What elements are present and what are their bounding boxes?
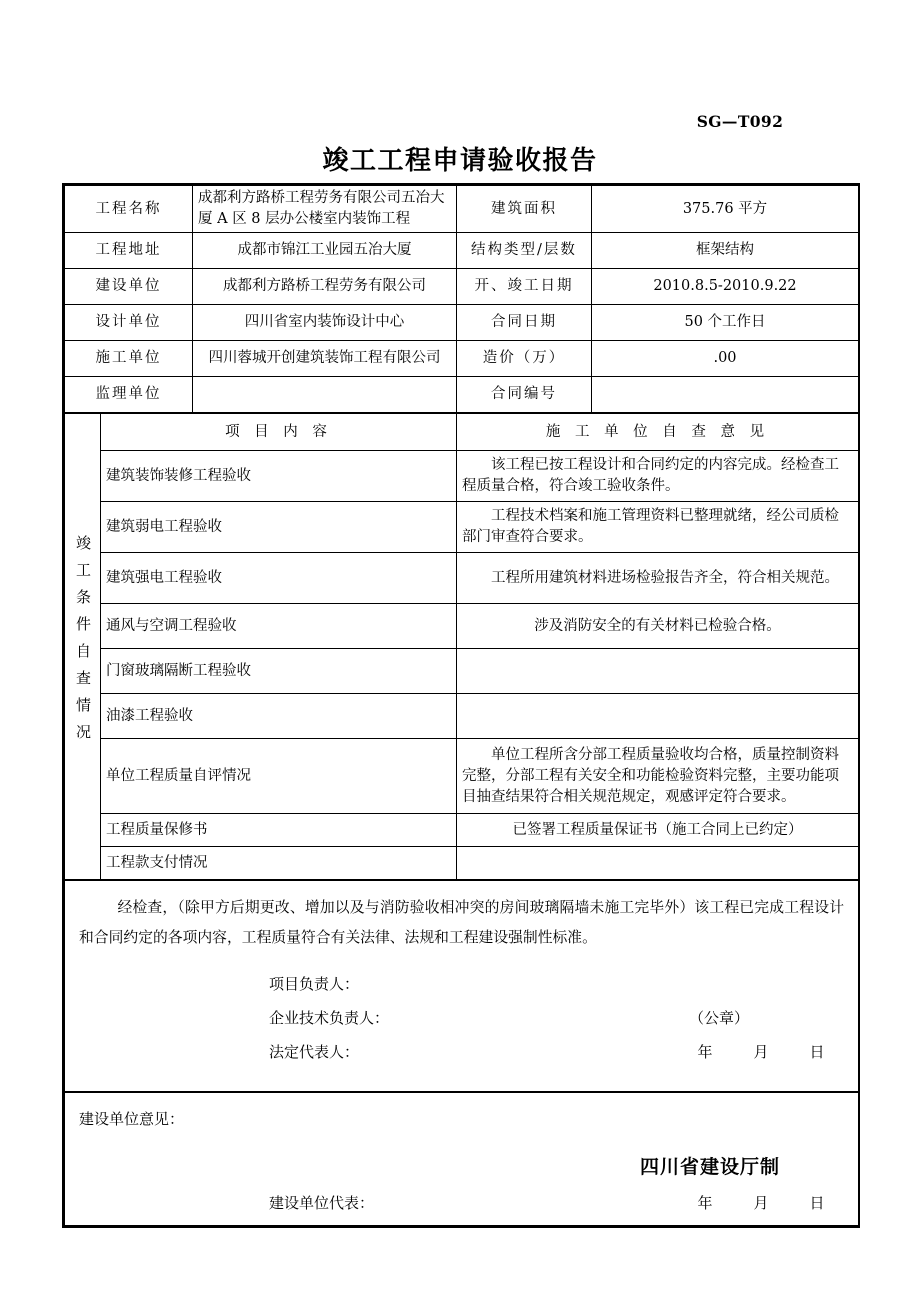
table-row (65, 305, 859, 341)
date-year: 年 (697, 1194, 713, 1213)
owner-signature-date (677, 1193, 845, 1215)
signature-line-project-manager (79, 968, 844, 1002)
inspection-item-name: 建筑弱电工程验收 (101, 502, 457, 553)
label-legal-rep: 法定代表人： (269, 1042, 360, 1061)
info-label-project-address: 工程地址 (65, 233, 193, 269)
table-row (65, 694, 859, 739)
date-day: 日 (809, 1194, 825, 1213)
info-value-building-area: 375.76 平方 (592, 186, 859, 233)
conclusion-text: 经检查，（除甲方后期更改、增加以及与消防验收相冲突的房间玻璃隔墙未施工完毕外）该工程已完成工程设计和合同约定的各项内容，工程质量符合有关法律、法规和工程建设强制性标准。 (79, 899, 844, 946)
info-value-contract-number (592, 377, 859, 414)
signature-date (677, 1036, 845, 1070)
table-row (65, 604, 859, 649)
inspection-item-opinion: 涉及消防安全的有关材料已检验合格。 (457, 604, 859, 649)
date-day: 日 (809, 1042, 825, 1061)
info-value-supervisor (193, 377, 457, 414)
table-row (65, 451, 859, 502)
info-label-project-name: 工程名称 (65, 186, 193, 233)
inspection-item-name: 通风与空调工程验收 (101, 604, 457, 649)
info-value-design-unit: 四川省室内装饰设计中心 (193, 305, 457, 341)
form-code: SG—T092 (696, 112, 784, 131)
table-row (65, 847, 859, 881)
column-header-item: 项 目 内 容 (101, 413, 457, 451)
label-tech-manager: 企业技术负责人： (269, 1008, 390, 1027)
page-title: 竣工工程申请验收报告 (322, 146, 598, 176)
inspection-item-name: 工程款支付情况 (101, 847, 457, 881)
date-year: 年 (697, 1042, 713, 1061)
inspection-item-name: 门窗玻璃隔断工程验收 (101, 649, 457, 694)
table-row (65, 880, 859, 1092)
info-value-project-name: 成都利方路桥工程劳务有限公司五冶大厦 A 区 8 层办公楼室内装饰工程 (193, 186, 457, 233)
table-row (65, 413, 859, 451)
table-row (65, 377, 859, 414)
info-value-construction-owner: 成都利方路桥工程劳务有限公司 (193, 269, 457, 305)
table-row (65, 739, 859, 814)
table-row (65, 553, 859, 604)
inspection-item-name: 建筑装饰装修工程验收 (101, 451, 457, 502)
inspection-item-name: 建筑强电工程验收 (101, 553, 457, 604)
section-side-label (65, 413, 101, 880)
column-header-opinion: 施 工 单 位 自 查 意 见 (457, 413, 859, 451)
section-side-label-text: 竣工条件自查情况 (74, 535, 92, 752)
inspection-item-name: 工程质量保修书 (101, 814, 457, 847)
inspection-item-name: 单位工程质量自评情况 (101, 739, 457, 814)
info-label-building-area: 建筑面积 (457, 186, 592, 233)
inspection-item-opinion (457, 847, 859, 881)
label-owner-representative: 建设单位代表： (269, 1194, 375, 1213)
conclusion-cell (65, 880, 859, 1092)
info-label-construction-owner: 建设单位 (65, 269, 193, 305)
signature-line-tech-manager (79, 1002, 844, 1036)
signature-line-legal-rep (79, 1036, 844, 1070)
footer-issuer: 四川省建设厅制 (639, 1156, 780, 1178)
inspection-item-opinion: 单位工程所含分部工程质量验收均合格，质量控制资料完整，分部工程有关安全和功能检验资料完整，主要功能项目抽查结果符合相关规范规定，观感评定符合要求。 (457, 739, 859, 814)
table-row (65, 502, 859, 553)
seal-note: （公章） (689, 1008, 750, 1027)
inspection-item-opinion: 工程技术档案和施工管理资料已整理就绪，经公司质检部门审查符合要求。 (457, 502, 859, 553)
info-label-contract-number: 合同编号 (457, 377, 592, 414)
inspection-item-opinion: 已签署工程质量保证书（施工合同上已约定） (457, 814, 859, 847)
label-project-manager: 项目负责人： (269, 975, 360, 994)
table-row (65, 341, 859, 377)
table-row (65, 814, 859, 847)
info-value-structure-type: 框架结构 (592, 233, 859, 269)
owner-signature-line (79, 1193, 844, 1215)
date-month: 月 (753, 1194, 769, 1213)
table-row (65, 186, 859, 233)
info-label-start-end-date: 开、竣工日期 (457, 269, 592, 305)
info-label-design-unit: 设计单位 (65, 305, 193, 341)
info-value-cost: .00 (592, 341, 859, 377)
inspection-item-opinion: 工程所用建筑材料进场检验报告齐全，符合相关规范。 (457, 553, 859, 604)
info-label-cost: 造价（万） (457, 341, 592, 377)
info-value-start-end-date: 2010.8.5-2010.9.22 (592, 269, 859, 305)
date-month: 月 (753, 1042, 769, 1061)
report-table (64, 185, 859, 1226)
table-row (65, 269, 859, 305)
contractor-signature-block (65, 958, 858, 1091)
info-label-contract-date: 合同日期 (457, 305, 592, 341)
info-value-project-address: 成都市锦江工业园五冶大厦 (193, 233, 457, 269)
table-row (65, 233, 859, 269)
info-label-contractor: 施工单位 (65, 341, 193, 377)
report-form-frame (62, 183, 860, 1228)
info-label-supervisor: 监理单位 (65, 377, 193, 414)
inspection-item-opinion (457, 694, 859, 739)
inspection-item-name: 油漆工程验收 (101, 694, 457, 739)
info-label-structure-type: 结构类型/层数 (457, 233, 592, 269)
inspection-item-opinion (457, 649, 859, 694)
info-value-contract-date: 50 个工作日 (592, 305, 859, 341)
owner-opinion-label: 建设单位意见： (79, 1110, 185, 1129)
table-row (65, 649, 859, 694)
inspection-item-opinion: 该工程已按工程设计和合同约定的内容完成。经检查工程质量合格，符合竣工验收条件。 (457, 451, 859, 502)
info-value-contractor: 四川蓉城开创建筑装饰工程有限公司 (193, 341, 457, 377)
